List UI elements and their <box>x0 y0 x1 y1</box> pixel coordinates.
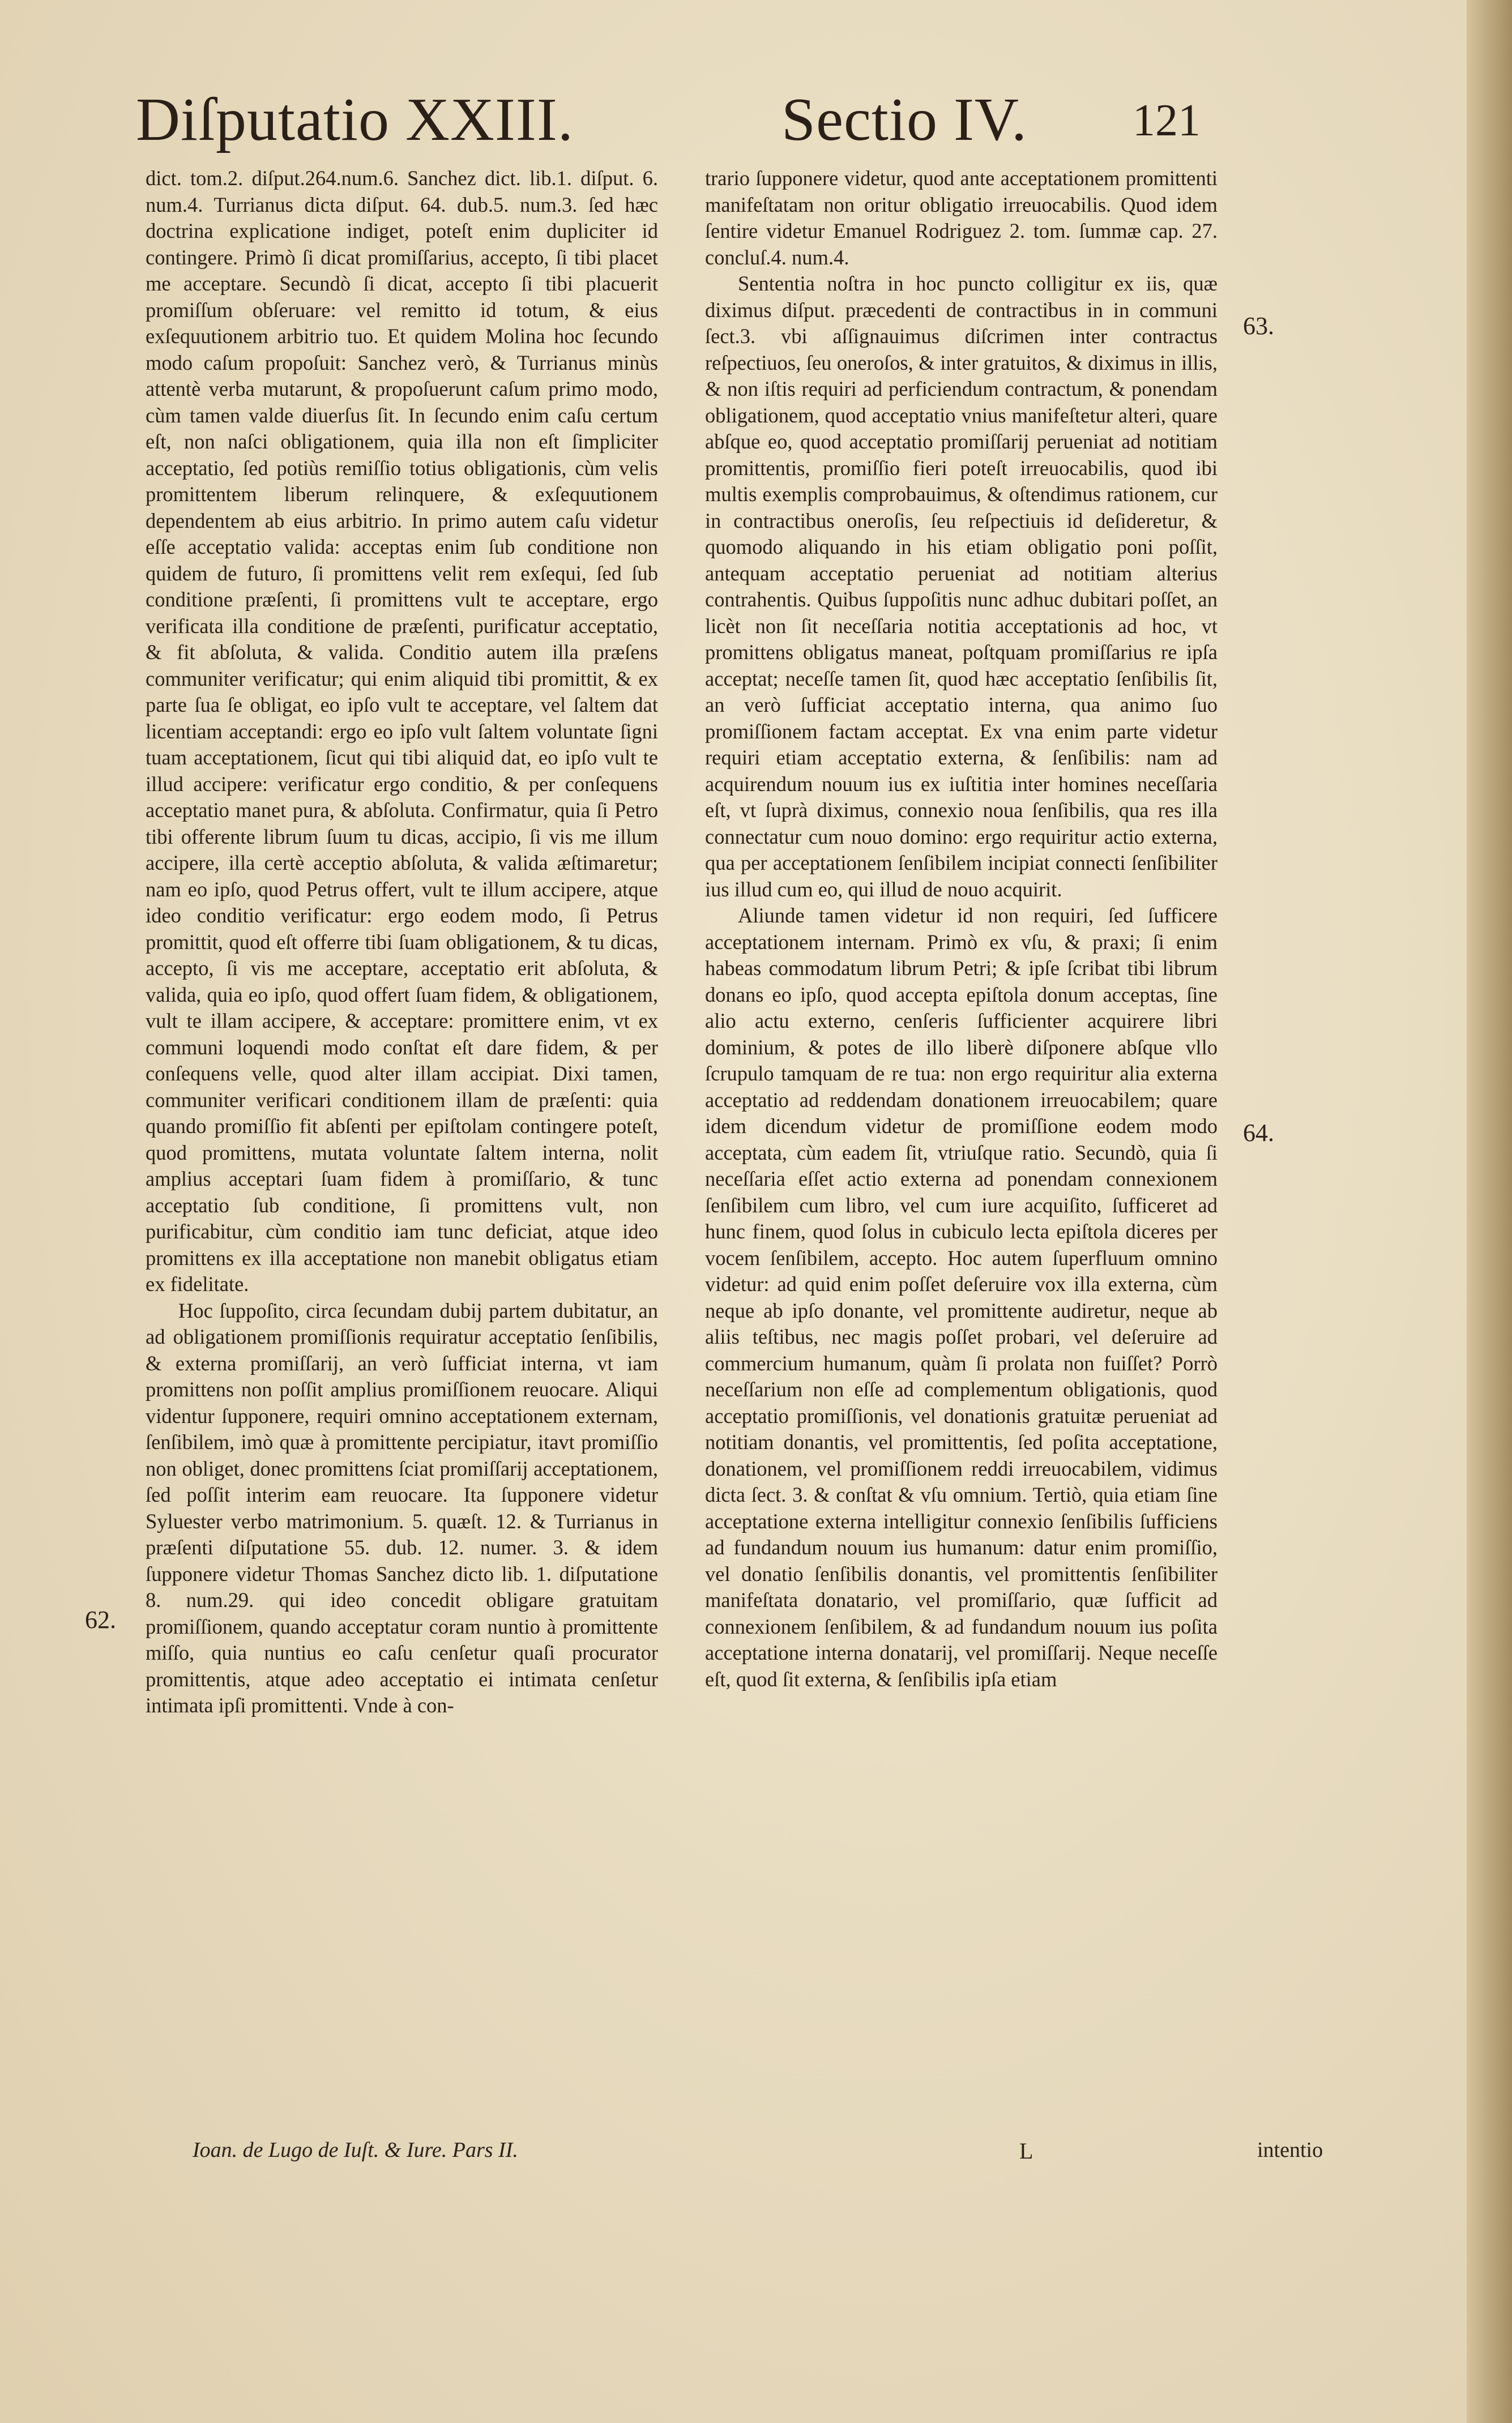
paragraph: Aliunde tamen videtur id non requiri, ſed ſufficere acceptationem internam. Primò ex vſu, & praxi; ſi enim habeas commodatum librum Petri; & ipſe ſcribat tibi librum donans eo ipſo, quod accepta epiſtola donum acceptas, ſine alio actu externo, cenſeris ſufficienter acquirere libri dominium, & potes de illo liberè diſponere abſque vllo ſcrupulo tamquam de re tua: non ergo requiritur alia externa acceptatio ad reddendam donationem irreuocabilem; quare idem dicendum videtur de promiſſione eodem modo acceptata, cùm eadem ſit, vtriuſque ratio. Secundò, quia ſi neceſſaria eſſet actio externa ad ponendam connexionem ſenſibilem cum libro, vel cum iure acquiſito, ſufficeret ad hunc finem, quod ſolus in cubiculo lecta epiſtola diceres per vocem ſenſibilem, accepto. Hoc autem ſuperfluum omnino videtur: ad quid enim poſſet deſeruire vox illa externa, cùm neque ab ipſo donante, vel promittente audiretur, neque ab aliis teſtibus, nec magis poſſet probari, vel deſeruire ad commercium humanum, quàm ſi prolata non fuiſſet? Porrò neceſſarium non eſſe ad complementum obligationis, quod acceptatio promiſſionis, vel donationis gratuitæ perueniat ad notitiam donantis, vel promittentis, ſed poſita acceptatione, donationem, vel promiſſionem reddi irreuocabilem, vidimus dicta ſect. 3. & conſtat & vſu omnium. Tertiò, quia etiam ſine acceptatione externa intelligitur connexio ſenſibilis ſufficiens ad fundandum nouum ius humanum: datur enim promiſſio, vel donatio ſenſibilis donantis, vel promittentis ſenſibiliter manifeſtata donatario, vel promiſſario, quæ ſufficit ad connexionem ſenſibilem, & ad fundandum nouum ius poſita acceptatione interna donatarij, vel promiſſarij. Neque neceſſe eſt, quod ſit externa, & ſenſibilis ipſa etiam <box>705 904 1218 1691</box>
margin-number-62: 62. <box>85 1606 116 1634</box>
paragraph: Hoc ſuppoſito, circa ſecundam dubij partem dubitatur, an ad obligationem promiſſionis requiratur acceptatio ſenſibilis, & externa promiſſarij, an verò ſufficiat interna, vt iam promittens non poſſit amplius promiſſionem reuocare. Aliqui videntur ſupponere, requiri omnino acceptationem externam, ſenſibilem, imò quæ à promittente percipiatur, itavt promiſſio non obliget, donec promittens ſciat promiſſarij acceptationem, ſed poſſit interim eam reuocare. Ita ſupponere videtur Syluester verbo matrimonium. 5. quæſt. 12. & Turrianus in præſenti diſputatione 55. dub. 12. numer. 3. & idem ſupponere videtur Thomas Sanchez dicto lib. 1. diſputatione 8. num.29. qui ideo concedit obligare gratuitam promiſſionem, quando acceptatur coram nuntio à promittente miſſo, quia nuntius eo caſu cenſetur quaſi procurator promittentis, atque adeo acceptatio ei intimata cenſetur intimata ipſi promittenti. Vnde à con- <box>146 1298 658 1717</box>
running-header <box>136 85 1201 159</box>
paragraph: Sententia noſtra in hoc puncto colligitur ex iis, quæ diximus diſput. præcedenti de contractibus in in communi ſect.3. vbi aſſignauimus diſcrimen inter contractus reſpectiuos, ſeu oneroſos, & inter gratuitos, & diximus in illis, & non iſtis requiri ad perficiendum contractum, & ponendam obligationem, quod acceptatio vnius manifeſtetur alteri, quare abſque eo, quod acceptatio promiſſarij perueniat ad notitiam promittentis, promiſſio fieri poteſt irreuocabilis, quod ibi multis exemplis comprobauimus, & oſtendimus rationem, cur in contractibus oneroſis, ſeu reſpectiuis id deſideretur, & quomodo aliquando in his etiam obligatio poni poſſit, antequam acceptatio perueniat ad notitiam alterius contrahentis. Quibus ſuppoſitis nunc adhuc dubitari poſſet, an licèt non ſit neceſſaria notitia acceptationis ad hoc, vt promittens obligatus maneat, poſtquam promiſſarius re ipſa acceptat; neceſſe tamen ſit, quod hæc acceptatio ſenſibilis ſit, an verò ſufficiat acceptatio interna, qua animo ſuo promiſſionem factam acceptat. Ex vna enim parte videtur requiri etiam acceptatio externa, & ſenſibilis: nam ad acquirendum nouum ius ex iuſtitia inter homines neceſſaria eſt, vt ſuprà diximus, connexio noua ſenſibilis, qua res illa connectatur cum nouo domino: ergo requiritur actio externa, qua per acceptationem ſenſibilem incipiat connecti ſenſibiliter ius illud cum eo, qui illud de nouo acquirit. <box>705 272 1218 901</box>
signature-mark: L <box>1019 2138 1033 2164</box>
header-left-title: Diſputatio XXIII. <box>136 86 574 153</box>
header-right-title: Sectio IV. <box>781 86 1027 153</box>
page-number: 121 <box>1133 96 1201 146</box>
margin-number-63: 63. <box>1243 312 1274 340</box>
paragraph: dict. tom.2. diſput.264.num.6. Sanchez dict. lib.1. diſput. 6. num.4. Turrianus dicta diſput. 64. dub.5. num.3. ſed hæc doctrina explicatione indiget, poteſt enim dupliciter id contingere. Primò ſi dicat promiſſarius, accepto, ſi tibi placet me acceptare. Secundò ſi dicat, accepto ſi tibi placuerit promiſſum obſeruare: vel remitto id totum, & eius exſequutionem arbitrio tuo. Et quidem Molina hoc ſecundo modo caſum propoſuit: Sanchez verò, & Turrianus minùs attentè verba mutarunt, & propoſuerunt caſum primo modo, cùm tamen valde diuerſus ſit. In ſecundo enim caſu certum eſt, non naſci obligationem, quia illa non eſt ſimpliciter acceptatio, ſed potiùs remiſſio totius obligationis, cùm velis promittentem liberum relinquere, & exſequutionem dependentem ab eius arbitrio. In primo autem caſu videtur eſſe acceptatio valida: acceptas enim ſub conditione non quidem de futuro, ſi promittens velit rem exſequi, ſed ſub conditione præſenti, ſi promittens vult te acceptare, ergo verificata illa conditione de præſenti, purificatur acceptatio, & fit abſoluta, & valida. Conditio autem illa præſens communiter verificatur; qui enim aliquid tibi promittit, & ex parte ſua ſe obligat, eo ipſo vult te acceptare, vel ſaltem dat licentiam acceptandi: ergo eo ipſo vult ſaltem voluntate ſigni tuam acceptationem, ſicut qui tibi aliquid dat, eo ipſo vult te illud accipere: verificatur ergo conditio, & per conſequens acceptatio manet pura, & abſoluta. Confirmatur, quia ſi Petro tibi offerente librum ſuum tu dicas, accipio, ſi vis me illum accipere, illa certè acceptio abſoluta, & valida æſtimaretur; nam eo ipſo, quod Petrus offert, vult te illum accipere, atque ideo conditio verificatur: ergo eodem modo, ſi Petrus promittit, quod eſt offerre tibi ſuam obligationem, & tu dicas, accepto, ſi vis me acceptare, acceptatio erit abſoluta, & valida, quia eo ipſo, quod offert ſuam fidem, & obligationem, vult te illam accipere, & acceptare: promittere enim, vt ex communi loquendi modo conſtat eſt dare fidem, & per conſequens velle, quod alter illam accipiat. Dixi tamen, communiter verificari conditionem illam de præſenti: quia quando promiſſio fit abſenti per epiſtolam contingere poteſt, quod promittens, mutata voluntate ſaltem interna, nolit amplius acceptari ſuam fidem à promiſſario, & tunc acceptatio ſub conditione, ſi promittens vult, non purificabitur, cùm conditio iam tunc deficiat, atque ideo promittens ex illa acceptatione non manebit obligatus etiam ex fidelitate. <box>146 166 658 1296</box>
margin-number-64: 64. <box>1243 1119 1274 1147</box>
signature-line: Ioan. de Lugo de Iuſt. & Iure. Pars II. <box>193 2138 518 2162</box>
right-column <box>705 165 1218 1693</box>
catchword: intentio <box>1257 2138 1323 2162</box>
paragraph: trario ſupponere videtur, quod ante acceptationem promittenti manifeſtatam non oritur obligatio irreuocabilis. Quod idem ſentire videtur Emanuel Rodriguez 2. tom. ſummæ cap. 27. concluſ.4. num.4. <box>705 166 1218 269</box>
left-column <box>146 165 658 1719</box>
page-edge <box>1467 0 1512 2423</box>
